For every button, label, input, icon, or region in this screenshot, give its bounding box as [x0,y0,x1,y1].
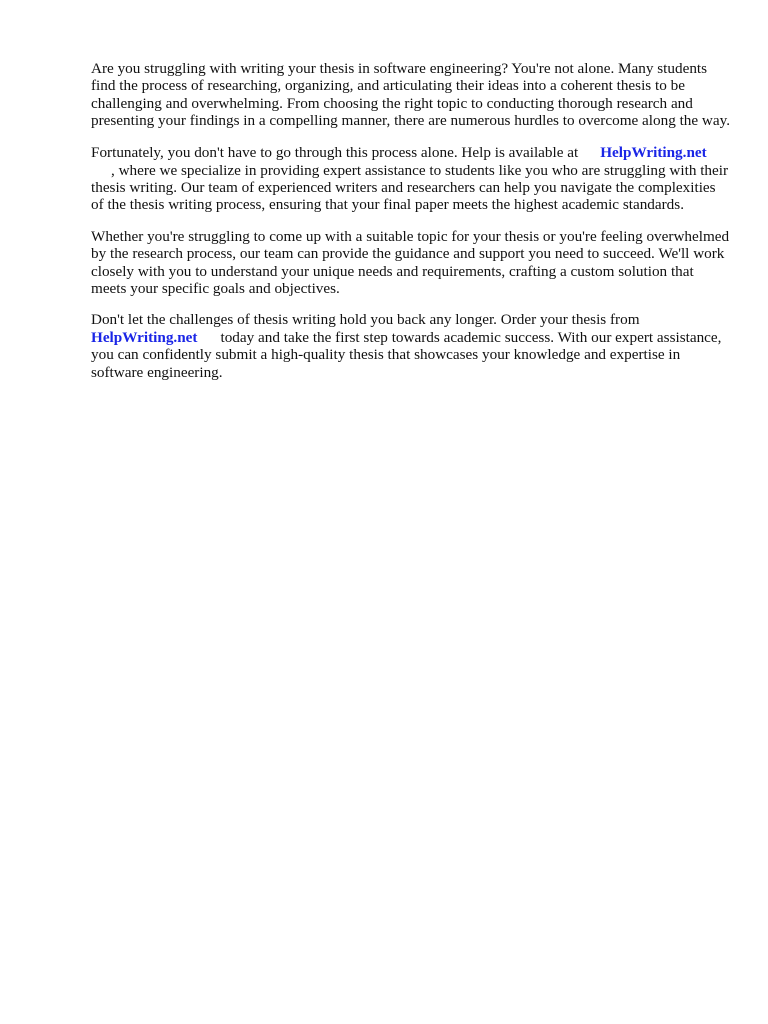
paragraph-text: Fortunately, you don't have to go through this process alone. Help is available at [91,144,579,162]
paragraph-call-to-action [91,311,731,381]
document-body [91,60,731,395]
paragraph-text: , where we specialize in providing expert assistance to students like you who are struggling with their thesis writing. Our team of experienced writers and researchers can help you navigate the complexities of the thesis writing process, ensuring that your final paper meets the highest academic standards. [91,161,729,214]
paragraph-text: today and take the first step towards academic success. With our expert assistance, you can confidently submit a high-quality thesis that showcases your knowledge and expertise in software engineering. [91,328,722,381]
helpwriting-link[interactable]: HelpWriting.net [600,144,707,162]
paragraph-text: Don't let the challenges of thesis writing hold you back any longer. Order your thesis from [91,311,640,329]
helpwriting-link[interactable]: HelpWriting.net [91,328,198,346]
paragraph-support: Whether you're struggling to come up with a suitable topic for your thesis or you're feeling overwhelmed by the research process, our team can provide the guidance and support you need to succeed. We'll work closely with you to understand your unique needs and requirements, crafting a custom solution that meets your specific goals and objectives. [91,227,730,297]
paragraph-intro: Are you struggling with writing your thesis in software engineering? You're not alone. Many students find the process of researching, organizing, and articulating their ideas into a coherent thesis to be challenging and overwhelming. From choosing the right topic to conducting thorough research and presenting your findings in a compelling manner, there are numerous hurdles to overcome along the way. [91,60,731,130]
paragraph-help-available [91,144,731,214]
